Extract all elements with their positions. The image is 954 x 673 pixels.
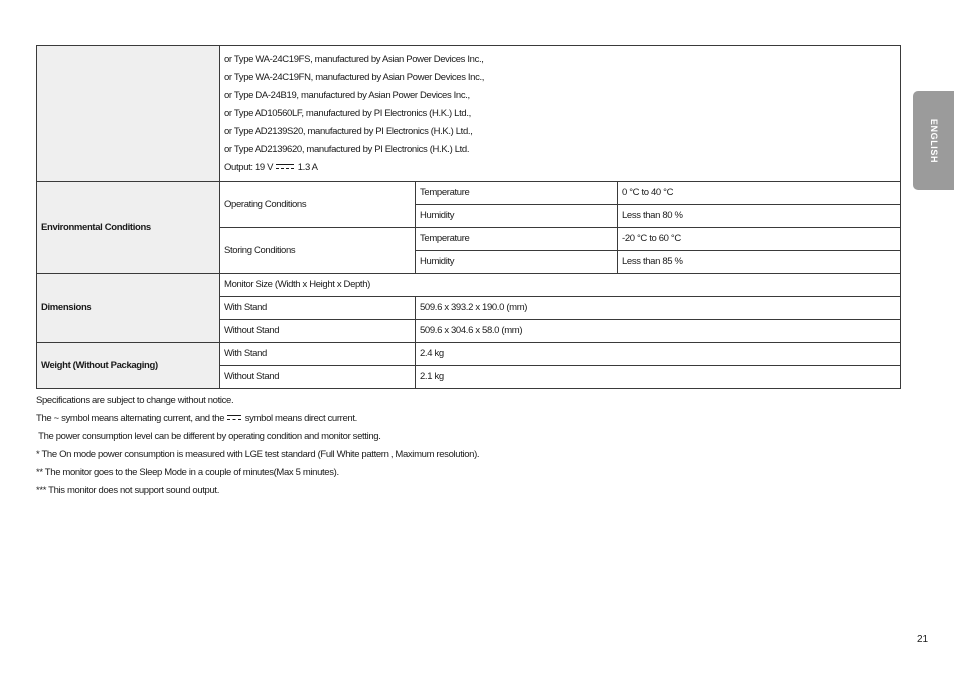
- storing-humidity-label: Humidity: [416, 251, 618, 274]
- page-number: 21: [917, 634, 929, 645]
- adapter-types-cell: [220, 46, 901, 182]
- note-line: *** This monitor does not support sound output.: [36, 485, 219, 496]
- output-current: 1.3 A: [297, 162, 318, 173]
- weight-with-stand-value: 2.4 kg: [416, 343, 901, 366]
- table-row: [37, 46, 901, 182]
- direct-current-icon: [276, 164, 294, 170]
- storing-humidity-value: Less than 85 %: [618, 251, 901, 274]
- adapter-type-line: or Type AD10560LF, manufactured by PI Electronics (H.K.) Ltd.,: [224, 108, 471, 119]
- note-current-suffix: symbol means direct current.: [244, 413, 357, 424]
- weight-without-stand-value: 2.1 kg: [416, 366, 901, 389]
- direct-current-icon: [227, 415, 241, 421]
- note-line: Specifications are subject to change without notice.: [36, 395, 234, 406]
- note-line: ** The monitor goes to the Sleep Mode in a couple of minutes(Max 5 minutes).: [36, 467, 339, 478]
- note-line: [36, 410, 479, 428]
- operating-humidity-value: Less than 80 %: [618, 205, 901, 228]
- operating-humidity-label: Humidity: [416, 205, 618, 228]
- specifications-table: [36, 45, 901, 389]
- note-current-prefix: The ~ symbol means alternating current, and the: [36, 413, 225, 424]
- note-line: The power consumption level can be different by operating condition and monitor setting.: [36, 431, 381, 442]
- operating-temperature-value: 0 °C to 40 °C: [618, 182, 901, 205]
- note-line: * The On mode power consumption is measured with LGE test standard (Full White pattern , Maximum resolution).: [36, 449, 480, 460]
- output-voltage: Output: 19 V: [224, 162, 274, 173]
- operating-conditions-label: Operating Conditions: [220, 182, 416, 228]
- language-tab-label: ENGLISH: [928, 118, 939, 163]
- environmental-heading: Environmental Conditions: [37, 182, 220, 274]
- storing-temperature-value: -20 °C to 60 °C: [618, 228, 901, 251]
- dimensions-without-stand-label: Without Stand: [220, 320, 416, 343]
- dimensions-with-stand-value: 509.6 x 393.2 x 190.0 (mm): [416, 297, 901, 320]
- weight-with-stand-label: With Stand: [220, 343, 416, 366]
- weight-heading: Weight (Without Packaging): [37, 343, 220, 389]
- weight-without-stand-label: Without Stand: [220, 366, 416, 389]
- adapter-type-line: or Type DA-24B19, manufactured by Asian Power Devices Inc.,: [224, 90, 470, 101]
- adapter-heading-cell: [37, 46, 220, 182]
- table-row: [37, 343, 901, 366]
- adapter-output-line: [224, 159, 896, 177]
- table-row: [37, 182, 901, 205]
- storing-temperature-label: Temperature: [416, 228, 618, 251]
- adapter-type-line: or Type WA-24C19FS, manufactured by Asian Power Devices Inc.,: [224, 54, 484, 65]
- dimensions-with-stand-label: With Stand: [220, 297, 416, 320]
- language-side-tab: [913, 91, 954, 190]
- dimensions-heading: Dimensions: [37, 274, 220, 343]
- dimensions-without-stand-value: 509.6 x 304.6 x 58.0 (mm): [416, 320, 901, 343]
- storing-conditions-label: Storing Conditions: [220, 228, 416, 274]
- adapter-type-line: or Type AD2139S20, manufactured by PI Electronics (H.K.) Ltd.,: [224, 126, 473, 137]
- operating-temperature-label: Temperature: [416, 182, 618, 205]
- monitor-size-label: Monitor Size (Width x Height x Depth): [220, 274, 901, 297]
- adapter-type-line: or Type AD2139620, manufactured by PI Electronics (H.K.) Ltd.: [224, 144, 470, 155]
- adapter-type-line: or Type WA-24C19FN, manufactured by Asian Power Devices Inc.,: [224, 72, 485, 83]
- table-row: [37, 274, 901, 297]
- footnotes: [36, 392, 479, 500]
